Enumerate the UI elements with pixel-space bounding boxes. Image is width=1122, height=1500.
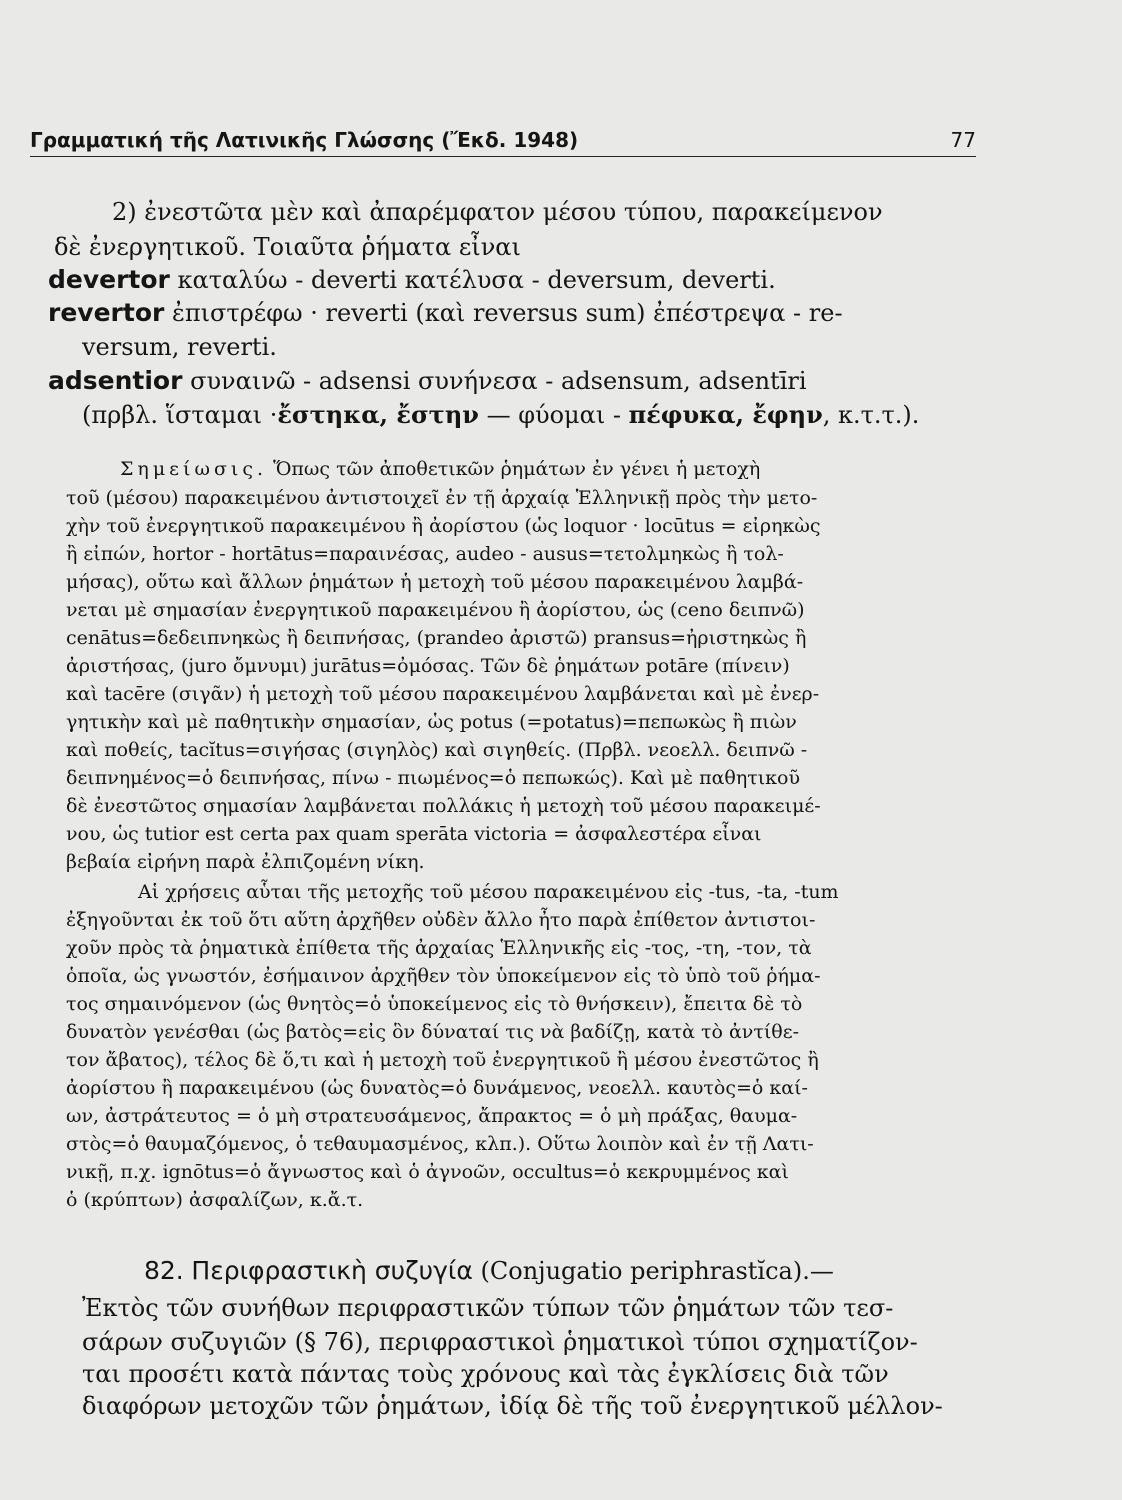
text-line: Αἱ χρήσεις αὗται τῆς μετοχῆς τοῦ μέσου παρακειμένου εἰς -tus, -ta, -tum [138,881,839,903]
text-line: βεβαία εἰρήνη παρὰ ἐλπιζομένη νίκη. [66,851,425,873]
text-line: καὶ ποθείς, tacĭtus=σιγήσας (σιγηλὸς) καὶ σιγηθείς. (Πρβλ. νεοελλ. δειπνῶ - [66,739,808,761]
text-line: μήσας), οὕτω καὶ ἄλλων ῥημάτων ἡ μετοχὴ τοῦ μέσου παρακειμένου λαμβά- [66,571,804,593]
text-line: δὲ ἐνεστῶτος σημασίαν λαμβάνεται πολλάκις ἡ μετοχὴ τοῦ μέσου παρακειμέ- [66,795,821,817]
text-line: ὁποῖα, ὡς γνωστόν, ἐσήμαινον ἀρχῆθεν τὸν ὑποκείμενον εἰς τὸ ὑπὸ τοῦ ῥήμα- [66,965,821,987]
text-line: διαφόρων μετοχῶν τῶν ῥημάτων, ἰδίᾳ δὲ τῆς τοῦ ἐνεργητικοῦ μέλλον- [82,1392,943,1420]
text-line: ὁ (κρύπτων) ἀσφαλίζων, κ.ἄ.τ. [66,1189,364,1211]
text-line: στὸς=ὁ θαυμαζόμενος, ὁ τεθαυμασμένος, κλπ.). Οὕτω λοιπὸν καὶ ἐν τῇ Λατι- [66,1133,814,1155]
text-line: δὲ ἐνεργητικοῦ. Τοιαῦτα ῥήματα εἶναι [54,233,521,261]
section-title: Περιφραστικὴ συζυγία [191,1256,473,1285]
verb-forms: συναινῶ - adsensi συνήνεσα - adsensum, adsentīri [182,367,807,395]
text-line: δυνατὸν γενέσθαι (ὡς βατὸς=εἰς ὃν δύναταί τις νὰ βαδίζῃ, κατὰ τὸ ἀντίθε- [66,1021,799,1043]
remark-label: Σημείωσις. [120,458,268,480]
verb-entry [48,366,807,395]
text-line: νεται μὲ σημασίαν ἐνεργητικοῦ παρακειμένου ἢ ἀορίστου, ὡς (ceno δειπνῶ) [66,599,805,621]
verb-forms: ἐπιστρέφω · reverti (καὶ reversus sum) ἐπέστρεψα - re- [164,299,843,327]
verb-forms: καταλύω - deverti κατέλυσα - deversum, deverti. [169,266,776,294]
text-line: 2) ἐνεστῶτα μὲν καὶ ἀπαρέμφατον μέσου τύπου, παρακείμενον [112,198,883,226]
page-number: 77 [950,128,976,152]
text-line: τον ἄβατος), τέλος δὲ ὅ,τι καὶ ἡ μετοχὴ τοῦ ἐνεργητικοῦ ἢ μέσου ἐνεστῶτος ἢ [66,1049,819,1071]
verb-entry [48,298,843,327]
text-line: ἐξηγοῦνται ἐκ τοῦ ὅτι αὕτη ἀρχῆθεν οὐδὲν ἄλλο ἦτο παρὰ ἐπίθετον ἀντιστοι- [66,909,816,931]
text-line: cenātus=δεδειπνηκὼς ἢ δειπνήσας, (prandeo ἀριστῶ) pransus=ἠριστηκὼς ἢ [66,627,807,649]
text-line: ἀορίστου ἢ παρακειμένου (ὡς δυνατὸς=ὁ δυνάμενος, νεοελλ. καυτὸς=ὁ καί- [66,1077,808,1099]
verb-headword: devertor [48,265,170,294]
section-latin-title: (Conjugatio periphrastĭca).— [472,1257,834,1285]
running-title: Γραμματική τῆς Λατινικῆς Γλώσσης (Ἔκδ. 1948) [30,128,579,152]
text-line: νικῇ, π.χ. ignōtus=ὁ ἄγνωστος καὶ ὁ ἀγνοῶν, occultus=ὁ κεκρυμμένος καὶ [66,1161,789,1183]
text-line: νου, ὡς tutior est certa pax quam sperāta victoria = ἀσφαλεστέρα εἶναι [66,823,762,845]
running-header [30,126,976,157]
text-line: ἢ εἰπών, hortor - hortātus=παραινέσας, audeo - ausus=τετολμηκὼς ἢ τολ- [66,543,784,565]
comparison-note: (πρβλ. ἵσταμαι ·ἔστηκα, ἔστην — φύομαι - πέφυκα, ἔφην, κ.τ.τ.). [82,400,920,429]
verb-headword: revertor [48,298,165,327]
text-line: Ἐκτὸς τῶν συνήθων περιφραστικῶν τύπων τῶν ῥημάτων τῶν τεσ- [82,1294,894,1322]
text-line: χοῦν πρὸς τὰ ῥηματικὰ ἐπίθετα τῆς ἀρχαίας Ἑλληνικῆς εἰς -τος, -τη, -τον, τὰ [66,937,812,959]
text-line: χὴν τοῦ ἐνεργητικοῦ παρακειμένου ἢ ἀορίστου (ὡς loquor · locūtus = εἰρηκὼς [66,515,821,537]
verb-entry [48,265,776,294]
text-line: καὶ tacēre (σιγᾶν) ἡ μετοχὴ τοῦ μέσου παρακειμένου λαμβάνεται καὶ μὲ ἐνερ- [66,683,820,705]
text-line: τος σημαινόμενον (ὡς θνητὸς=ὁ ὑποκείμενος εἰς τὸ θνήσκειν), ἔπειτα δὲ τὸ [66,993,803,1015]
text-line: ἀριστήσας, (juro ὄμνυμι) jurātus=ὀμόσας. Τῶν δὲ ῥημάτων potāre (πίνειν) [66,655,790,677]
text-line: ται προσέτι κατὰ πάντας τοὺς χρόνους καὶ τὰς ἐγκλίσεις διὰ τῶν [82,1360,889,1388]
verb-entry-continuation: versum, reverti. [82,333,277,361]
section-heading [144,1256,834,1285]
text-line: ων, ἀστράτευτος = ὁ μὴ στρατευσάμενος, ἄπρακτος = ὁ μὴ πράξας, θαυμα- [66,1105,798,1127]
text-line: γητικὴν καὶ μὲ παθητικὴν σημασίαν, ὡς potus (=potatus)=πεπωκὼς ἢ πιὼν [66,711,797,733]
text-line: δειπνημένος=ὁ δειπνήσας, πίνω - πιωμένος=ὁ πεπωκώς). Καὶ μὲ παθητικοῦ [66,767,801,789]
text-line: σάρων συζυγιῶν (§ 76), περιφραστικοὶ ῥηματικοὶ τύποι σχηματίζον- [82,1328,918,1356]
text-line: τοῦ (μέσου) παρακειμένου ἀντιστοιχεῖ ἐν τῇ ἀρχαίᾳ Ἑλληνικῇ πρὸς τὴν μετο- [66,487,818,509]
verb-headword: adsentior [48,366,183,395]
section-number: 82. [144,1256,184,1285]
remark-first-line: Σημείωσις. Ὅπως τῶν ἀποθετικῶν ῥημάτων ἐν γένει ἡ μετοχὴ [120,458,761,480]
